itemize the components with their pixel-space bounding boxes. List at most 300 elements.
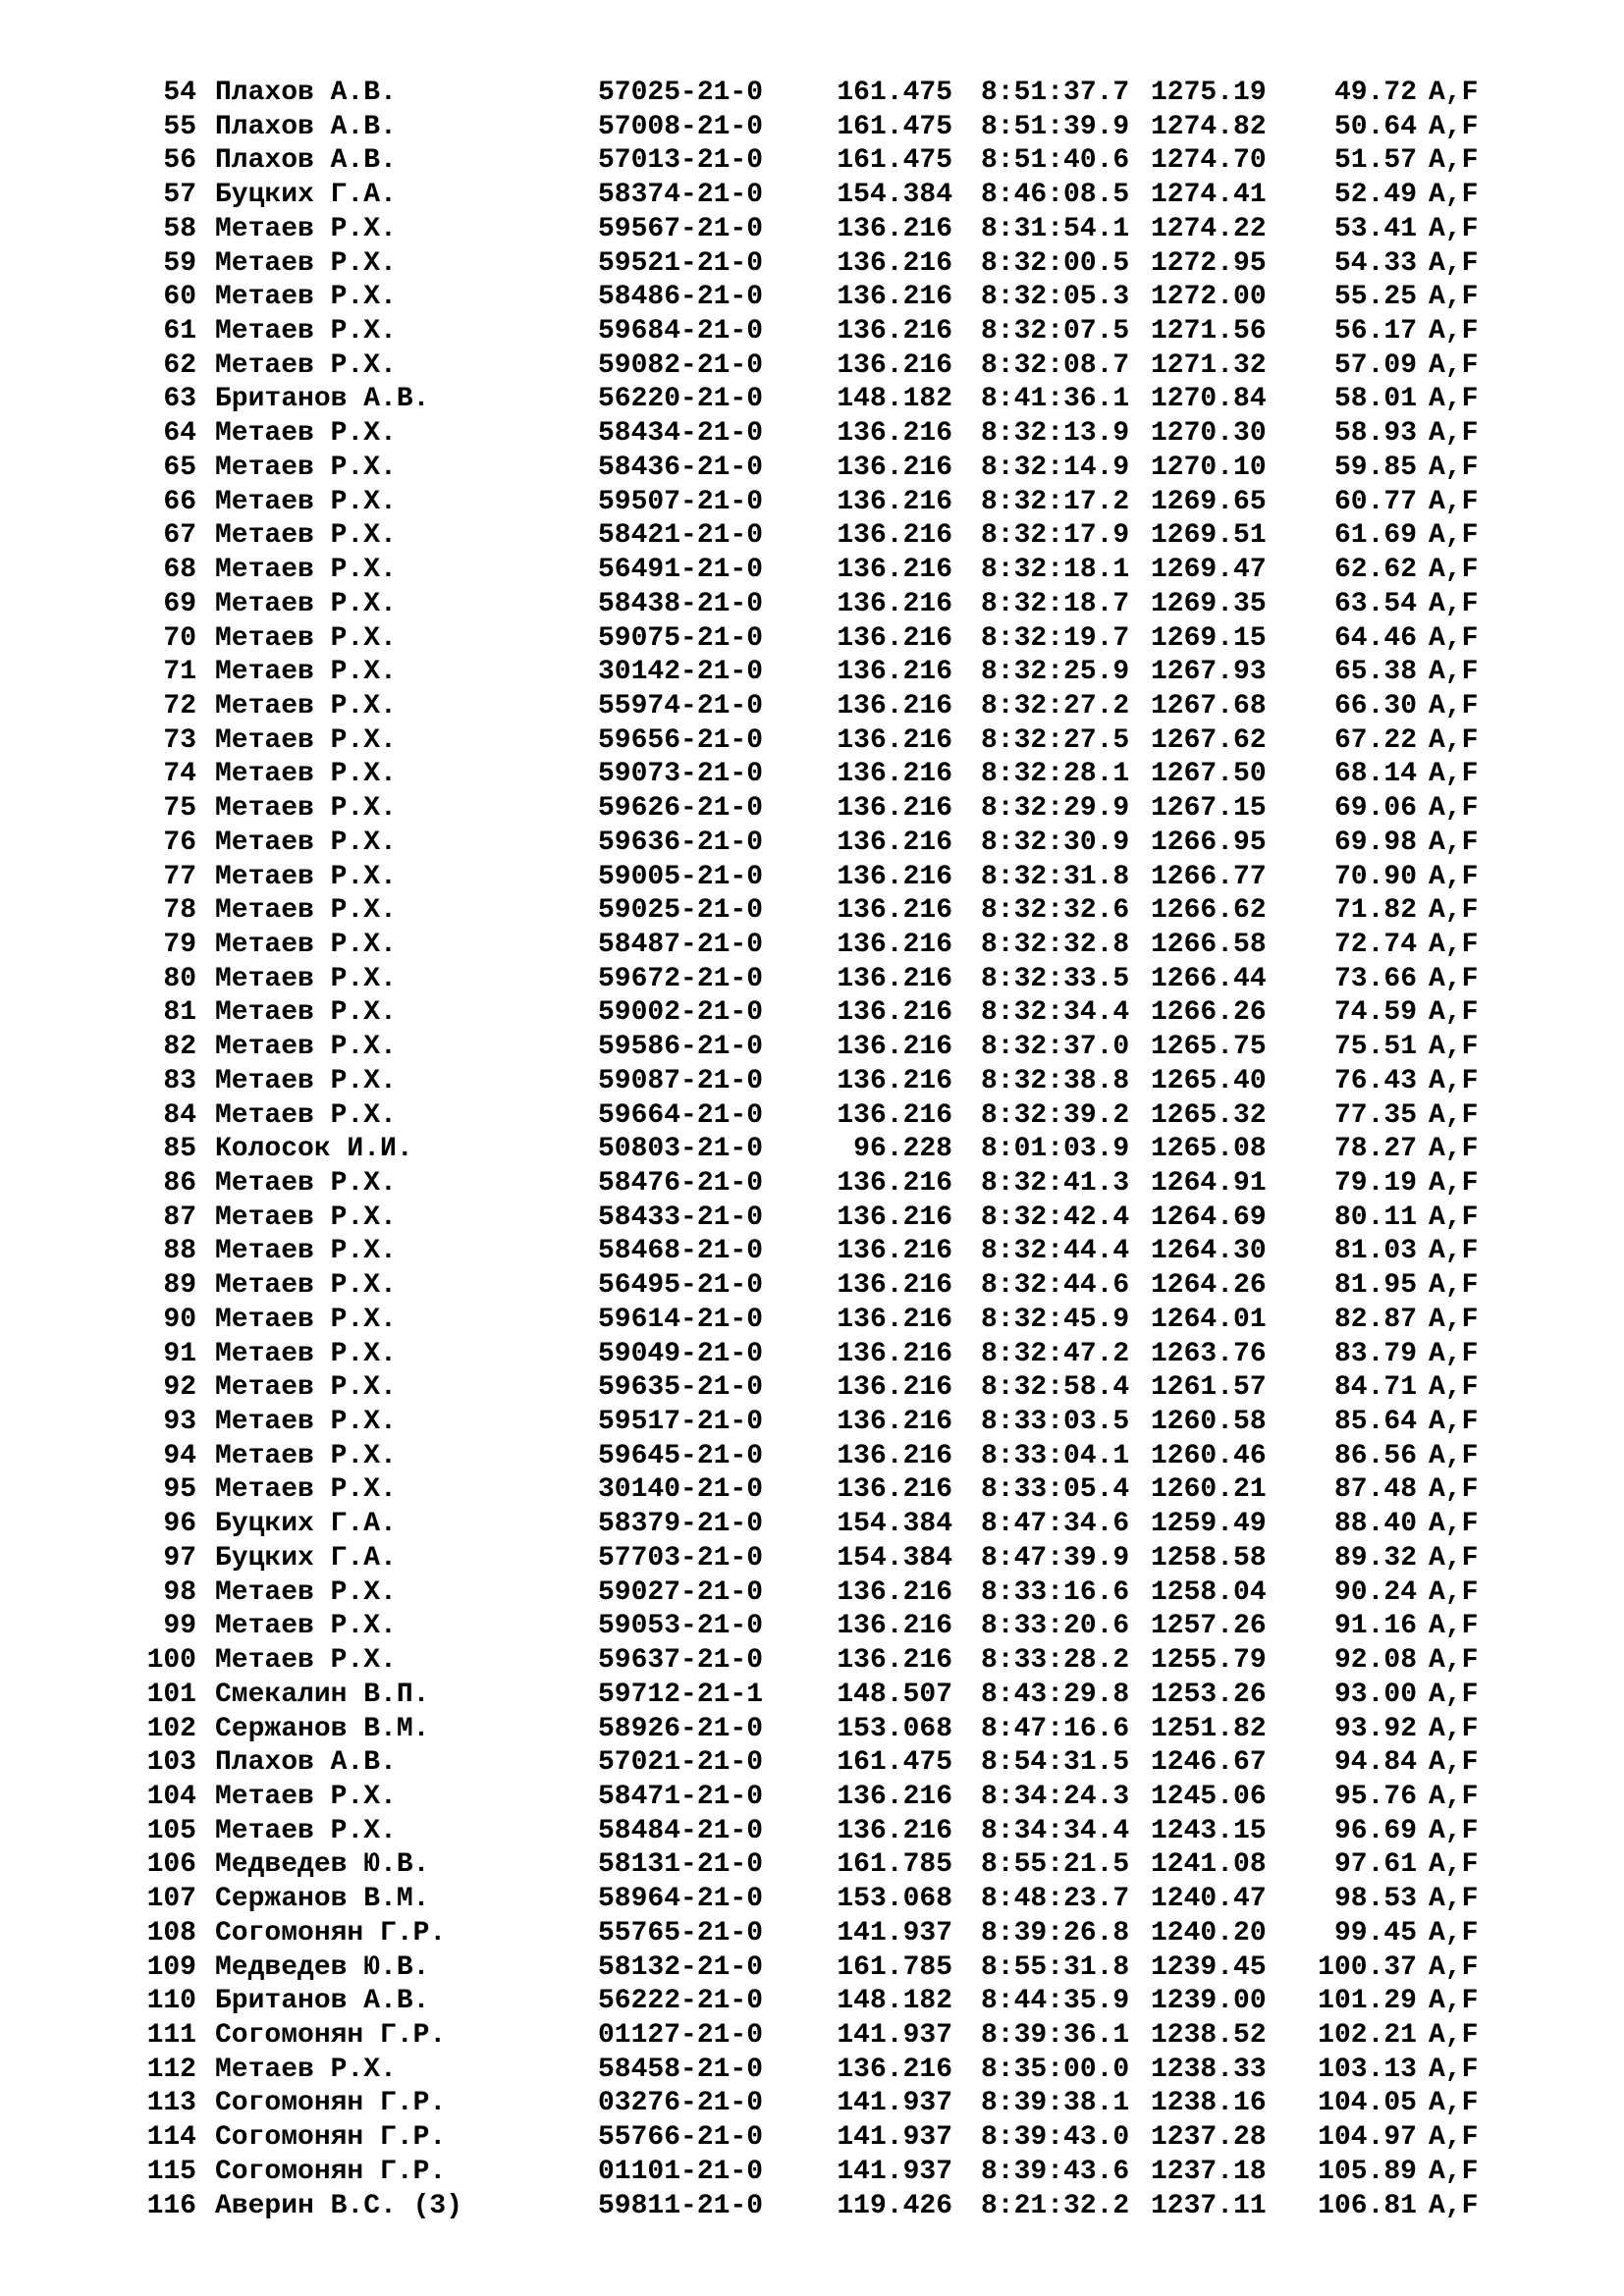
place-number: 87	[163, 1201, 196, 1233]
fancier-name: Плахов А.В.	[215, 111, 397, 142]
place-number: 69	[163, 588, 196, 619]
arrival-time: 8:33:03.5	[981, 1407, 1130, 1438]
fancier-name: Метаев Р.Х.	[215, 1168, 397, 1199]
speed-value: 1240.47	[1151, 1884, 1267, 1915]
flags: A,F	[1429, 1407, 1479, 1438]
distance-km: 136.216	[837, 963, 952, 994]
coefficient: 79.19	[1333, 1168, 1417, 1199]
fancier-name: Метаев Р.Х.	[215, 759, 397, 790]
coefficient: 73.66	[1333, 963, 1417, 994]
arrival-time: 8:34:24.3	[981, 1781, 1130, 1812]
speed-value: 1238.16	[1151, 2088, 1267, 2119]
arrival-time: 8:32:42.4	[981, 1201, 1130, 1233]
distance-km: 136.216	[837, 1099, 952, 1131]
distance-km: 141.937	[837, 2156, 952, 2187]
arrival-time: 8:32:17.2	[981, 486, 1130, 517]
ring-number: 58468-21-0	[598, 1236, 764, 1267]
flags: A,F	[1429, 1849, 1479, 1881]
place-number: 61	[163, 316, 196, 347]
fancier-name: Смекалин В.П.	[215, 1679, 430, 1710]
fancier-name: Метаев Р.Х.	[215, 486, 397, 517]
fancier-name: Метаев Р.Х.	[215, 1201, 397, 1233]
speed-value: 1272.00	[1151, 282, 1267, 313]
coefficient: 87.48	[1333, 1474, 1417, 1506]
ring-number: 58484-21-0	[598, 1815, 764, 1846]
flags: A,F	[1429, 588, 1479, 619]
distance-km: 161.785	[837, 1951, 952, 1983]
fancier-name: Плахов А.В.	[215, 145, 397, 177]
arrival-time: 8:33:28.2	[981, 1645, 1130, 1677]
coefficient: 92.08	[1333, 1645, 1417, 1677]
distance-km: 161.475	[837, 1747, 952, 1779]
place-number: 100	[146, 1645, 196, 1677]
fancier-name: Буцких Г.А.	[215, 1542, 397, 1574]
arrival-time: 8:44:35.9	[981, 1986, 1130, 2017]
speed-value: 1267.15	[1151, 793, 1267, 825]
place-number: 95	[163, 1474, 196, 1506]
coefficient: 57.09	[1333, 349, 1417, 381]
arrival-time: 8:32:44.6	[981, 1270, 1130, 1302]
flags: A,F	[1429, 1236, 1479, 1267]
flags: A,F	[1429, 349, 1479, 381]
place-number: 74	[163, 759, 196, 790]
coefficient: 75.51	[1333, 1032, 1417, 1063]
arrival-time: 8:32:00.5	[981, 247, 1130, 279]
distance-km: 136.216	[837, 1201, 952, 1233]
speed-value: 1260.21	[1151, 1474, 1267, 1506]
speed-value: 1264.01	[1151, 1304, 1267, 1335]
place-number: 113	[146, 2088, 196, 2119]
fancier-name: Метаев Р.Х.	[215, 1781, 397, 1812]
arrival-time: 8:41:36.1	[981, 384, 1130, 415]
arrival-time: 8:47:34.6	[981, 1509, 1130, 1540]
coefficient: 63.54	[1333, 588, 1417, 619]
distance-km: 136.216	[837, 759, 952, 790]
flags: A,F	[1429, 1201, 1479, 1233]
ring-number: 59507-21-0	[598, 486, 764, 517]
coefficient: 104.97	[1318, 2122, 1417, 2154]
flags: A,F	[1429, 1372, 1479, 1404]
coefficient: 101.29	[1318, 1986, 1417, 2017]
distance-km: 153.068	[837, 1884, 952, 1915]
place-number: 76	[163, 827, 196, 858]
arrival-time: 8:51:39.9	[981, 111, 1130, 142]
flags: A,F	[1429, 2122, 1479, 2154]
place-number: 71	[163, 657, 196, 688]
coefficient: 91.16	[1333, 1611, 1417, 1642]
arrival-time: 8:32:38.8	[981, 1065, 1130, 1096]
place-number: 60	[163, 282, 196, 313]
arrival-time: 8:33:04.1	[981, 1440, 1130, 1471]
ring-number: 58486-21-0	[598, 282, 764, 313]
arrival-time: 8:33:20.6	[981, 1611, 1130, 1642]
speed-value: 1264.69	[1151, 1201, 1267, 1233]
arrival-time: 8:32:39.2	[981, 1099, 1130, 1131]
flags: A,F	[1429, 1474, 1479, 1506]
distance-km: 136.216	[837, 1372, 952, 1404]
flags: A,F	[1429, 861, 1479, 892]
ring-number: 01127-21-0	[598, 2019, 764, 2051]
arrival-time: 8:39:43.6	[981, 2156, 1130, 2187]
speed-value: 1274.41	[1151, 180, 1267, 211]
distance-km: 136.216	[837, 555, 952, 586]
fancier-name: Метаев Р.Х.	[215, 1407, 397, 1438]
speed-value: 1251.82	[1151, 1713, 1267, 1744]
arrival-time: 8:54:31.5	[981, 1747, 1130, 1779]
ring-number: 56222-21-0	[598, 1986, 764, 2017]
distance-km: 136.216	[837, 452, 952, 483]
distance-km: 136.216	[837, 520, 952, 552]
coefficient: 96.69	[1333, 1815, 1417, 1846]
coefficient: 103.13	[1318, 2054, 1417, 2085]
ring-number: 58926-21-0	[598, 1713, 764, 1744]
ring-number: 03276-21-0	[598, 2088, 764, 2119]
ring-number: 30140-21-0	[598, 1474, 764, 1506]
speed-value: 1265.32	[1151, 1099, 1267, 1131]
fancier-name: Метаев Р.Х.	[215, 622, 397, 654]
fancier-name: Колосок И.И.	[215, 1134, 413, 1165]
distance-km: 136.216	[837, 1236, 952, 1267]
fancier-name: Метаев Р.Х.	[215, 963, 397, 994]
fancier-name: Метаев Р.Х.	[215, 1236, 397, 1267]
distance-km: 136.216	[837, 1781, 952, 1812]
speed-value: 1243.15	[1151, 1815, 1267, 1846]
fancier-name: Метаев Р.Х.	[215, 555, 397, 586]
flags: A,F	[1429, 247, 1479, 279]
distance-km: 148.182	[837, 384, 952, 415]
arrival-time: 8:43:29.8	[981, 1679, 1130, 1710]
ring-number: 59656-21-0	[598, 724, 764, 756]
arrival-time: 8:32:32.6	[981, 895, 1130, 927]
speed-value: 1269.51	[1151, 520, 1267, 552]
distance-km: 136.216	[837, 657, 952, 688]
flags: A,F	[1429, 1815, 1479, 1846]
flags: A,F	[1429, 213, 1479, 244]
flags: A,F	[1429, 1542, 1479, 1574]
distance-km: 136.216	[837, 1645, 952, 1677]
arrival-time: 8:32:45.9	[981, 1304, 1130, 1335]
ring-number: 59645-21-0	[598, 1440, 764, 1471]
speed-value: 1241.08	[1151, 1849, 1267, 1881]
place-number: 116	[146, 2190, 196, 2221]
fancier-name: Метаев Р.Х.	[215, 895, 397, 927]
arrival-time: 8:47:16.6	[981, 1713, 1130, 1744]
distance-km: 136.216	[837, 349, 952, 381]
speed-value: 1260.46	[1151, 1440, 1267, 1471]
coefficient: 84.71	[1333, 1372, 1417, 1404]
coefficient: 102.21	[1318, 2019, 1417, 2051]
flags: A,F	[1429, 1099, 1479, 1131]
flags: A,F	[1429, 1134, 1479, 1165]
flags: A,F	[1429, 111, 1479, 142]
flags: A,F	[1429, 520, 1479, 552]
fancier-name: Метаев Р.Х.	[215, 929, 397, 960]
arrival-time: 8:32:41.3	[981, 1168, 1130, 1199]
ring-number: 59075-21-0	[598, 622, 764, 654]
place-number: 68	[163, 555, 196, 586]
coefficient: 68.14	[1333, 759, 1417, 790]
coefficient: 64.46	[1333, 622, 1417, 654]
distance-km: 96.228	[853, 1134, 952, 1165]
place-number: 106	[146, 1849, 196, 1881]
place-number: 55	[163, 111, 196, 142]
flags: A,F	[1429, 622, 1479, 654]
ring-number: 57021-21-0	[598, 1747, 764, 1779]
flags: A,F	[1429, 2156, 1479, 2187]
coefficient: 72.74	[1333, 929, 1417, 960]
ring-number: 59025-21-0	[598, 895, 764, 927]
arrival-time: 8:21:32.2	[981, 2190, 1130, 2221]
flags: A,F	[1429, 929, 1479, 960]
coefficient: 77.35	[1333, 1099, 1417, 1131]
fancier-name: Метаев Р.Х.	[215, 793, 397, 825]
speed-value: 1264.91	[1151, 1168, 1267, 1199]
ring-number: 58374-21-0	[598, 180, 764, 211]
speed-value: 1238.52	[1151, 2019, 1267, 2051]
fancier-name: Согомонян Г.Р.	[215, 2156, 447, 2187]
speed-value: 1253.26	[1151, 1679, 1267, 1710]
place-number: 83	[163, 1065, 196, 1096]
arrival-time: 8:32:27.2	[981, 690, 1130, 721]
fancier-name: Согомонян Г.Р.	[215, 2019, 447, 2051]
speed-value: 1259.49	[1151, 1509, 1267, 1540]
fancier-name: Метаев Р.Х.	[215, 1099, 397, 1131]
distance-km: 153.068	[837, 1713, 952, 1744]
speed-value: 1271.56	[1151, 316, 1267, 347]
fancier-name: Метаев Р.Х.	[215, 1065, 397, 1096]
ring-number: 58421-21-0	[598, 520, 764, 552]
place-number: 54	[163, 78, 196, 108]
place-number: 80	[163, 963, 196, 994]
flags: A,F	[1429, 1440, 1479, 1471]
flags: A,F	[1429, 1509, 1479, 1540]
place-number: 105	[146, 1815, 196, 1846]
arrival-time: 8:35:00.0	[981, 2054, 1130, 2085]
ring-number: 59049-21-0	[598, 1338, 764, 1369]
arrival-time: 8:32:37.0	[981, 1032, 1130, 1063]
ring-number: 58438-21-0	[598, 588, 764, 619]
flags: A,F	[1429, 793, 1479, 825]
flags: A,F	[1429, 895, 1479, 927]
coefficient: 66.30	[1333, 690, 1417, 721]
fancier-name: Метаев Р.Х.	[215, 724, 397, 756]
ring-number: 56495-21-0	[598, 1270, 764, 1302]
fancier-name: Метаев Р.Х.	[215, 1815, 397, 1846]
speed-value: 1237.28	[1151, 2122, 1267, 2154]
arrival-time: 8:48:23.7	[981, 1884, 1130, 1915]
ring-number: 58131-21-0	[598, 1849, 764, 1881]
fancier-name: Медведев Ю.В.	[215, 1951, 430, 1983]
arrival-time: 8:46:08.5	[981, 180, 1130, 211]
distance-km: 148.182	[837, 1986, 952, 2017]
place-number: 67	[163, 520, 196, 552]
coefficient: 94.84	[1333, 1747, 1417, 1779]
distance-km: 136.216	[837, 724, 952, 756]
speed-value: 1239.00	[1151, 1986, 1267, 2017]
fancier-name: Метаев Р.Х.	[215, 1304, 397, 1335]
arrival-time: 8:32:25.9	[981, 657, 1130, 688]
ring-number: 59635-21-0	[598, 1372, 764, 1404]
distance-km: 136.216	[837, 1576, 952, 1608]
fancier-name: Сержанов В.М.	[215, 1713, 430, 1744]
coefficient: 76.43	[1333, 1065, 1417, 1096]
flags: A,F	[1429, 384, 1479, 415]
speed-value: 1265.75	[1151, 1032, 1267, 1063]
speed-value: 1263.76	[1151, 1338, 1267, 1369]
speed-value: 1265.40	[1151, 1065, 1267, 1096]
speed-value: 1270.10	[1151, 452, 1267, 483]
coefficient: 90.24	[1333, 1576, 1417, 1608]
coefficient: 71.82	[1333, 895, 1417, 927]
distance-km: 148.507	[837, 1679, 952, 1710]
distance-km: 161.785	[837, 1849, 952, 1881]
fancier-name: Метаев Р.Х.	[215, 2054, 397, 2085]
place-number: 111	[146, 2019, 196, 2051]
ring-number: 59664-21-0	[598, 1099, 764, 1131]
coefficient: 106.81	[1318, 2190, 1417, 2221]
ring-number: 56491-21-0	[598, 555, 764, 586]
ring-number: 59811-21-0	[598, 2190, 764, 2221]
flags: A,F	[1429, 1168, 1479, 1199]
place-number: 109	[146, 1951, 196, 1983]
place-number: 99	[163, 1611, 196, 1642]
distance-km: 136.216	[837, 1815, 952, 1846]
flags: A,F	[1429, 78, 1479, 108]
flags: A,F	[1429, 180, 1479, 211]
place-number: 102	[146, 1713, 196, 1744]
arrival-time: 8:39:43.0	[981, 2122, 1130, 2154]
ring-number: 59027-21-0	[598, 1576, 764, 1608]
distance-km: 136.216	[837, 1407, 952, 1438]
ring-number: 55974-21-0	[598, 690, 764, 721]
place-number: 98	[163, 1576, 196, 1608]
fancier-name: Метаев Р.Х.	[215, 1372, 397, 1404]
flags: A,F	[1429, 827, 1479, 858]
ring-number: 59567-21-0	[598, 213, 764, 244]
fancier-name: Метаев Р.Х.	[215, 316, 397, 347]
fancier-name: Метаев Р.Х.	[215, 349, 397, 381]
ring-number: 59087-21-0	[598, 1065, 764, 1096]
flags: A,F	[1429, 418, 1479, 450]
place-number: 58	[163, 213, 196, 244]
place-number: 57	[163, 180, 196, 211]
arrival-time: 8:32:34.4	[981, 997, 1130, 1029]
distance-km: 136.216	[837, 316, 952, 347]
coefficient: 65.38	[1333, 657, 1417, 688]
distance-km: 136.216	[837, 418, 952, 450]
flags: A,F	[1429, 1713, 1479, 1744]
distance-km: 141.937	[837, 2122, 952, 2154]
flags: A,F	[1429, 997, 1479, 1029]
flags: A,F	[1429, 486, 1479, 517]
flags: A,F	[1429, 963, 1479, 994]
place-number: 81	[163, 997, 196, 1029]
ring-number: 59082-21-0	[598, 349, 764, 381]
coefficient: 62.62	[1333, 555, 1417, 586]
coefficient: 98.53	[1333, 1884, 1417, 1915]
arrival-time: 8:32:08.7	[981, 349, 1130, 381]
place-number: 78	[163, 895, 196, 927]
flags: A,F	[1429, 1747, 1479, 1779]
ring-number: 59521-21-0	[598, 247, 764, 279]
place-number: 96	[163, 1509, 196, 1540]
coefficient: 70.90	[1333, 861, 1417, 892]
distance-km: 136.216	[837, 997, 952, 1029]
place-number: 112	[146, 2054, 196, 2085]
flags: A,F	[1429, 1032, 1479, 1063]
distance-km: 136.216	[837, 486, 952, 517]
fancier-name: Метаев Р.Х.	[215, 1474, 397, 1506]
flags: A,F	[1429, 145, 1479, 177]
speed-value: 1260.58	[1151, 1407, 1267, 1438]
fancier-name: Метаев Р.Х.	[215, 1440, 397, 1471]
distance-km: 136.216	[837, 1270, 952, 1302]
place-number: 66	[163, 486, 196, 517]
ring-number: 55765-21-0	[598, 1917, 764, 1949]
distance-km: 136.216	[837, 690, 952, 721]
fancier-name: Метаев Р.Х.	[215, 861, 397, 892]
ring-number: 58379-21-0	[598, 1509, 764, 1540]
arrival-time: 8:33:05.4	[981, 1474, 1130, 1506]
coefficient: 52.49	[1333, 180, 1417, 211]
distance-km: 136.216	[837, 2054, 952, 2085]
fancier-name: Согомонян Г.Р.	[215, 2088, 447, 2119]
place-number: 97	[163, 1542, 196, 1574]
arrival-time: 8:32:18.1	[981, 555, 1130, 586]
arrival-time: 8:55:31.8	[981, 1951, 1130, 1983]
arrival-time: 8:32:44.4	[981, 1236, 1130, 1267]
place-number: 70	[163, 622, 196, 654]
arrival-time: 8:32:32.8	[981, 929, 1130, 960]
coefficient: 51.57	[1333, 145, 1417, 177]
flags: A,F	[1429, 1645, 1479, 1677]
speed-value: 1266.44	[1151, 963, 1267, 994]
ring-number: 59002-21-0	[598, 997, 764, 1029]
fancier-name: Метаев Р.Х.	[215, 588, 397, 619]
arrival-time: 8:32:31.8	[981, 861, 1130, 892]
flags: A,F	[1429, 2054, 1479, 2085]
speed-value: 1274.70	[1151, 145, 1267, 177]
ring-number: 56220-21-0	[598, 384, 764, 415]
ring-number: 55766-21-0	[598, 2122, 764, 2154]
speed-value: 1269.35	[1151, 588, 1267, 619]
distance-km: 136.216	[837, 861, 952, 892]
coefficient: 55.25	[1333, 282, 1417, 313]
distance-km: 161.475	[837, 145, 952, 177]
speed-value: 1269.65	[1151, 486, 1267, 517]
ring-number: 59053-21-0	[598, 1611, 764, 1642]
flags: A,F	[1429, 452, 1479, 483]
coefficient: 54.33	[1333, 247, 1417, 279]
coefficient: 83.79	[1333, 1338, 1417, 1369]
arrival-time: 8:32:33.5	[981, 963, 1130, 994]
ring-number: 59626-21-0	[598, 793, 764, 825]
fancier-name: Медведев Ю.В.	[215, 1849, 430, 1881]
coefficient: 93.00	[1333, 1679, 1417, 1710]
place-number: 73	[163, 724, 196, 756]
flags: A,F	[1429, 1884, 1479, 1915]
place-number: 77	[163, 861, 196, 892]
distance-km: 161.475	[837, 78, 952, 108]
distance-km: 141.937	[837, 2088, 952, 2119]
distance-km: 141.937	[837, 2019, 952, 2051]
coefficient: 49.72	[1333, 78, 1417, 108]
speed-value: 1255.79	[1151, 1645, 1267, 1677]
ring-number: 59005-21-0	[598, 861, 764, 892]
speed-value: 1270.30	[1151, 418, 1267, 450]
arrival-time: 8:32:17.9	[981, 520, 1130, 552]
arrival-time: 8:31:54.1	[981, 213, 1130, 244]
